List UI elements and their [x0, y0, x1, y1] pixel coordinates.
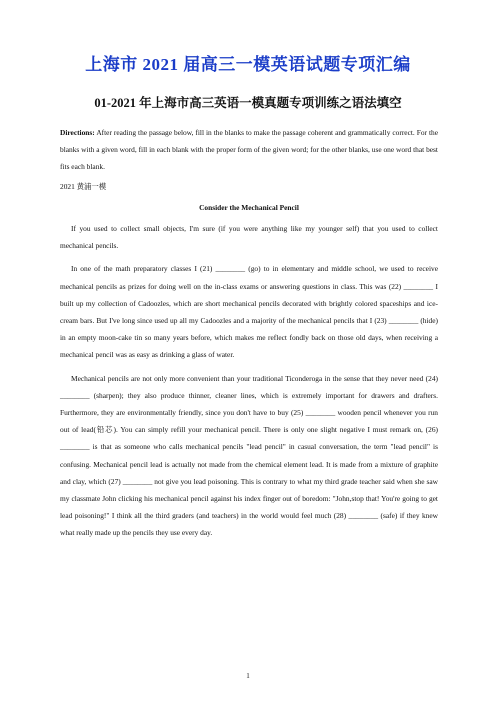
source-label: 2021 黄浦一模	[60, 181, 107, 191]
section-subtitle: 01-2021 年上海市高三英语一模真题专项训练之语法填空	[94, 96, 402, 110]
directions-text: After reading the passage below, fill in the blanks to make the passage coherent and grammatically correct. For the blanks with a given word, fill in each blank with the proper form of the given word; for the other blanks, use one word that best fits each blank.	[60, 128, 438, 172]
document-title: 上海市 2021 届高三一模英语试题专项汇编	[85, 55, 411, 74]
paragraph-3: Mechanical pencils are not only more convenient than your traditional Ticonderoga in the sense that they never need (24) ________ (sharpen); they also produce thinner, cleaner lines, which is extremely important for drawers and drafters. Furthermore, they are environmentally friendly, since you don't have to buy (25) ________ wooden pencil whenever you run out of lead(铅芯). You can simply refill your mechanical pencil. There is only one slight negative I must remark on, (26) ________ is that as someone who calls mechanical pencils "lead pencil" in casual conversation, the term "lead pencil" is confusing. Mechanical pencil lead is actually not made from the chemical element lead. It is made from a mixture of graphite and clay, which (27) ________ not give you lead poisoning. This is contrary to what my third grade teacher said when she saw my classmate John clicking his mechanical pencil against his index finger out of boredom: "John,stop that! You're going to get lead poisoning!" I think all the third graders (and teachers) in the world would feel much (28) ________ (safe) if they knew what really made up the pencils they use every day.	[60, 373, 438, 538]
directions-label: Directions:	[60, 128, 95, 137]
paragraph-1: If you used to collect small objects, I'm sure (if you were anything like my younger self) that you used to collect mechanical pencils.	[60, 224, 438, 251]
document-body	[60, 124, 438, 548]
passage-title: Consider the Mechanical Pencil	[199, 202, 299, 212]
paragraph-2: In one of the math preparatory classes I (21) ________ (go) to in elementary and middle school, we used to receive mechanical pencils as prizes for doing well on the in-class exams or answering questions in class. This was (22) ________ I built up my collection of Cadoozles, which are short mechanical pencils decorated with brightly colored spaceships and ice-cream bars. But I've long since used up all my Cadoozles and a majority of the mechanical pencils that I (23) ________ (hide) in an empty moon-cake tin so many years before, which makes me reflect fondly back on those old days, when receiving a mechanical pencil was as easy as drinking a glass of water.	[60, 264, 438, 360]
directions	[60, 124, 438, 176]
page-number: 1	[246, 672, 250, 680]
